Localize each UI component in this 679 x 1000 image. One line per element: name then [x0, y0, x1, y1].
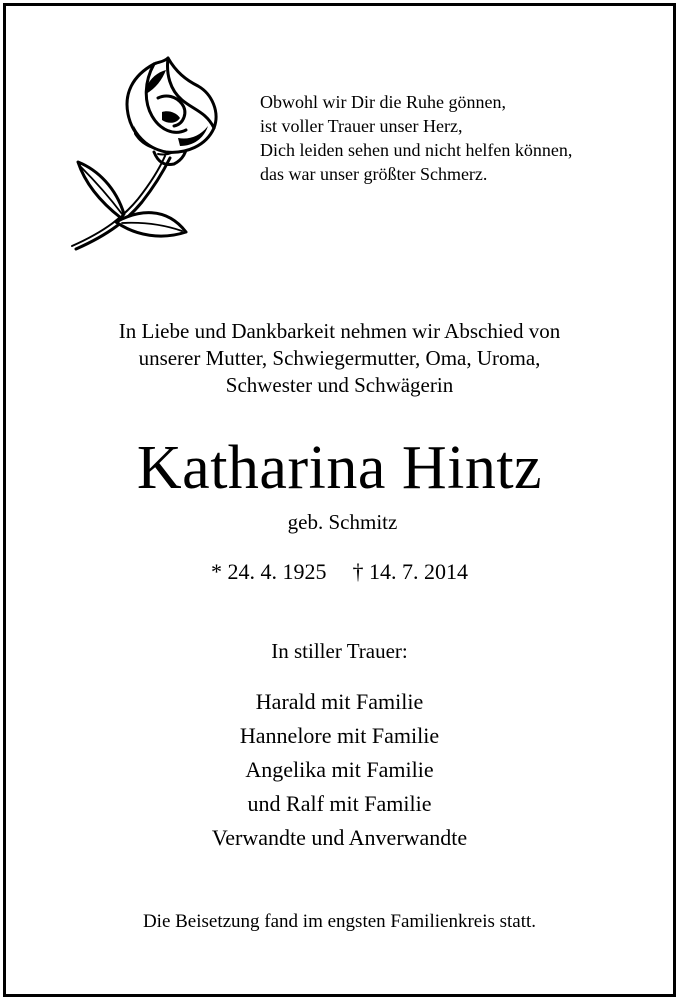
intro-line: Schwester und Schwägerin — [225, 373, 454, 397]
mourner-entry: Verwandte und Anverwandte — [211, 825, 468, 850]
rose-icon — [58, 54, 228, 254]
poem — [260, 90, 572, 186]
poem-line: Obwohl wir Dir die Ruhe gönnen, — [260, 92, 506, 112]
mourner-entry: Angelika mit Familie — [245, 757, 434, 782]
poem-line: das war unser größter Schmerz. — [260, 164, 488, 184]
poem-line: Dich leiden sehen und nicht helfen können, — [260, 140, 573, 160]
intro-line: In Liebe und Dankbarkeit nehmen wir Abschied von — [118, 319, 561, 343]
life-dates — [6, 558, 673, 586]
mourning-heading: In stiller Trauer: — [271, 639, 408, 663]
death-date: † 14. 7. 2014 — [352, 559, 468, 584]
intro-line: unserer Mutter, Schwiegermutter, Oma, Uroma, — [138, 346, 541, 370]
deceased-name: Katharina Hintz — [136, 434, 543, 502]
mourner-entry: und Ralf mit Familie — [247, 791, 432, 816]
obituary-card — [3, 3, 676, 997]
farewell-intro — [6, 318, 673, 399]
mourner-entry: Harald mit Familie — [255, 689, 424, 714]
burial-note: Die Beisetzung fand im engsten Familienkreis statt. — [142, 911, 537, 932]
birth-date: * 24. 4. 1925 — [211, 559, 327, 584]
mourners-list — [6, 685, 673, 855]
maiden-name: geb. Schmitz — [287, 510, 398, 534]
poem-line: ist voller Trauer unser Herz, — [260, 116, 463, 136]
mourner-entry: Hannelore mit Familie — [239, 723, 440, 748]
